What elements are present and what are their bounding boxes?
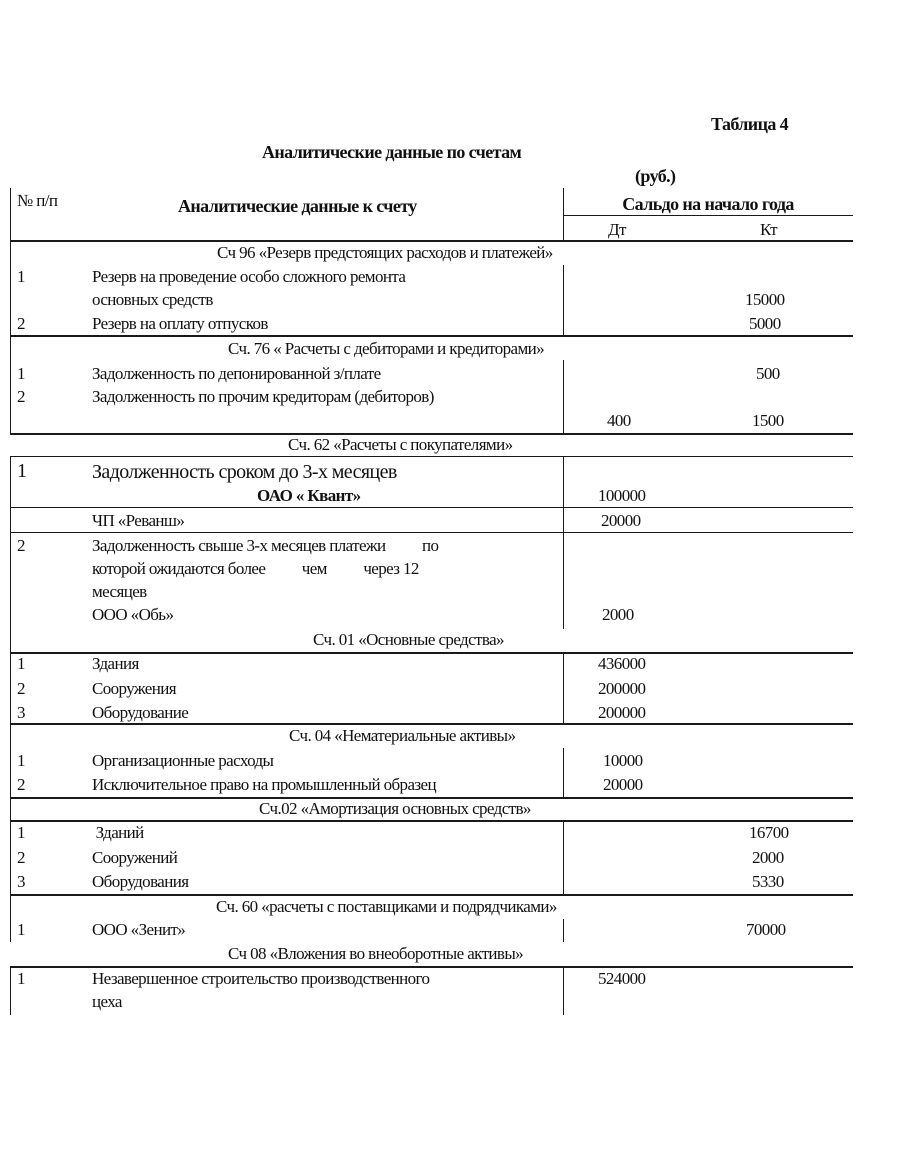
row-kt: 70000 — [746, 920, 786, 939]
row-dt: 200000 — [598, 679, 646, 698]
row-num: 2 — [17, 314, 25, 333]
row-desc-line: Исключительное право на промышленный образец — [92, 775, 436, 794]
row-desc-line: Организационные расходы — [92, 751, 274, 770]
row-desc-line: ЧП «Реванш» — [92, 511, 185, 530]
section-title: Сч. 62 «Расчеты с покупателями» — [288, 435, 513, 454]
table-number: Таблица 4 — [711, 114, 789, 134]
section-title: Сч. 76 « Расчеты с дебиторами и кредиторами» — [228, 339, 545, 358]
row-num: 3 — [17, 703, 25, 722]
header-bottom-border — [10, 240, 853, 242]
column-divider — [563, 968, 564, 1015]
table-border-left — [10, 457, 11, 629]
table-border-left — [10, 654, 11, 724]
section-title: Сч 96 «Резерв предстоящих расходов и платежей» — [217, 243, 553, 262]
row-desc-line: ОАО « Квант» — [257, 486, 361, 505]
row-num: 2 — [17, 679, 25, 698]
section-border — [10, 820, 853, 822]
row-kt: 15000 — [745, 290, 785, 309]
row-desc-line: ООО «Зенит» — [92, 920, 186, 939]
row-desc-line: Резерв на оплату отпусков — [92, 314, 268, 333]
column-divider — [563, 822, 564, 894]
row-dt: 200000 — [598, 703, 646, 722]
row-num: 2 — [17, 848, 25, 867]
row-kt: 1500 — [752, 411, 784, 430]
section-border — [10, 723, 853, 725]
document-title: Аналитические данные по счетам — [262, 142, 522, 162]
section-border — [10, 456, 853, 457]
table-border-left — [10, 896, 11, 942]
row-desc-line: цеха — [92, 992, 122, 1011]
row-num: 1 — [17, 654, 25, 673]
header-col-desc: Аналитические данные к счету — [178, 196, 417, 216]
row-desc-line: Оборудование — [92, 703, 189, 722]
row-desc-line: Задолженность по прочим кредиторам (дебиторов) — [92, 387, 434, 406]
section-border — [10, 335, 853, 337]
row-num: 1 — [17, 920, 25, 939]
section-title: Сч.02 «Амортизация основных средств» — [259, 799, 531, 818]
table-border-left — [10, 188, 11, 242]
row-desc-line: Сооружений — [92, 848, 178, 867]
table-border-left — [10, 725, 11, 797]
row-desc-line: Зданий — [92, 823, 144, 842]
header-col-num: № п/п — [17, 191, 58, 210]
section-border — [10, 966, 853, 968]
row-kt: 5000 — [749, 314, 781, 333]
row-desc-line: Сооружения — [92, 679, 176, 698]
row-num: 1 — [17, 969, 25, 988]
column-divider — [563, 265, 564, 335]
row-desc-line: Задолженность свыше 3-х месяцев платежи по — [92, 536, 439, 555]
row-desc-line: Незавершенное строительство производственного — [92, 969, 430, 988]
row-dt: 10000 — [603, 751, 643, 770]
row-num: 1 — [17, 823, 25, 842]
section-title: Сч. 60 «расчеты с поставщиками и подрядчиками» — [216, 897, 557, 916]
row-num: 1 — [17, 364, 25, 383]
row-dt: 400 — [607, 411, 631, 430]
header-subdivider — [563, 215, 853, 216]
column-divider — [563, 748, 564, 797]
column-divider — [563, 654, 564, 724]
row-kt: 2000 — [752, 848, 784, 867]
row-num: 2 — [17, 536, 25, 555]
row-num: 1 — [17, 267, 25, 286]
row-dt: 20000 — [601, 511, 641, 530]
header-col-dt: Дт — [608, 220, 626, 239]
row-desc-line: Резерв на проведение особо сложного ремонта — [92, 267, 406, 286]
section-title: Сч 08 «Вложения во внеоборотные активы» — [228, 944, 524, 963]
row-desc-line: которой ожидаются более чем через 12 — [92, 559, 419, 578]
row-kt: 500 — [756, 364, 780, 383]
row-kt: 5330 — [752, 872, 784, 891]
row-desc-line: месяцев — [92, 582, 147, 601]
row-border — [10, 532, 853, 533]
table-border-left — [10, 337, 11, 433]
table-border-left — [10, 968, 11, 1015]
row-dt: 100000 — [598, 486, 646, 505]
header-col-balance-label: Сальдо на начало года — [622, 194, 794, 214]
row-dt: 20000 — [603, 775, 643, 794]
row-num: 1 — [17, 460, 27, 482]
row-dt: 436000 — [598, 654, 646, 673]
row-num: 2 — [17, 775, 25, 794]
table-border-left — [10, 242, 11, 335]
table-border-left — [10, 629, 11, 654]
section-title: Сч. 01 «Основные средства» — [313, 630, 504, 649]
row-desc-line: Задолженность по депонированной з/плате — [92, 364, 381, 383]
row-dt: 524000 — [598, 969, 646, 988]
row-kt: 16700 — [749, 823, 789, 842]
row-num: 3 — [17, 872, 25, 891]
column-divider — [563, 919, 564, 942]
row-desc-line: Здания — [92, 654, 139, 673]
column-divider — [563, 360, 564, 433]
section-border — [10, 894, 853, 896]
row-num: 1 — [17, 751, 25, 770]
units-label: (руб.) — [635, 166, 676, 186]
row-dt: 2000 — [602, 605, 634, 624]
row-desc-line: основных средств — [92, 290, 213, 309]
column-divider — [563, 457, 564, 629]
row-desc-line: Задолженность сроком до 3-х месяцев — [92, 461, 397, 483]
row-desc-line: Оборудования — [92, 872, 189, 891]
header-col-balance — [563, 194, 853, 214]
row-border — [10, 507, 853, 508]
section-title: Сч. 04 «Нематериальные активы» — [289, 726, 516, 745]
table-border-left — [10, 799, 11, 894]
header-col-kt: Кт — [760, 220, 777, 239]
row-desc-line: ООО «Обь» — [92, 605, 174, 624]
row-num: 2 — [17, 387, 25, 406]
